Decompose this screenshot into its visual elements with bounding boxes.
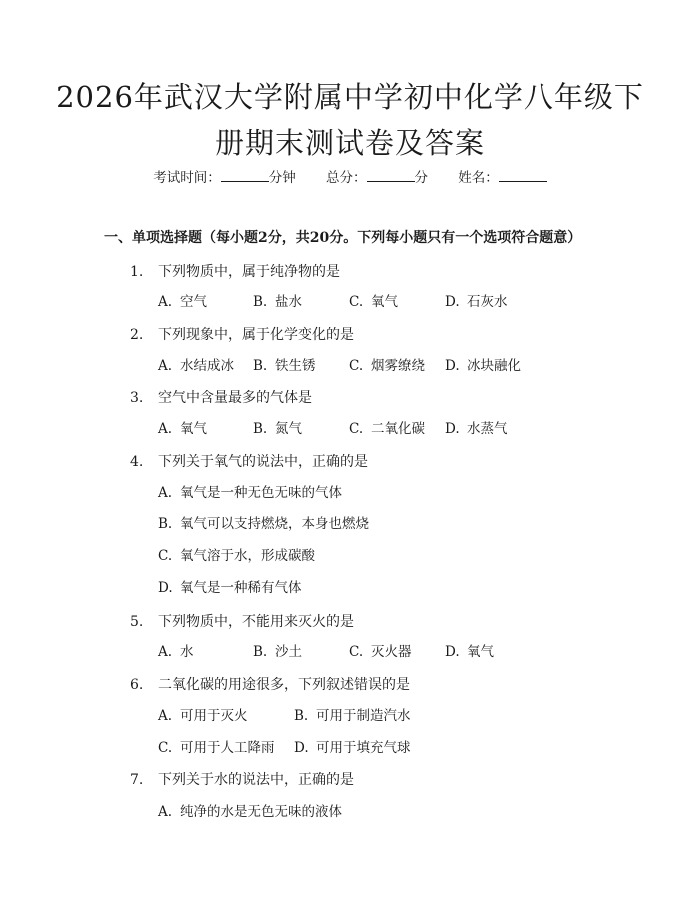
score-unit: 分 xyxy=(414,170,428,186)
option-text: 可用于灭火 xyxy=(180,708,248,724)
option-2c xyxy=(349,356,425,376)
option-letter: C. xyxy=(349,358,364,374)
question-1 xyxy=(130,262,340,282)
question-7 xyxy=(130,770,354,790)
option-letter: A. xyxy=(158,421,173,437)
option-letter: B. xyxy=(253,644,268,660)
option-letter: A. xyxy=(158,708,173,724)
option-text: 可用于制造汽水 xyxy=(316,708,411,724)
option-5a xyxy=(158,642,194,662)
option-letter: A. xyxy=(158,804,173,820)
question-2 xyxy=(130,325,354,345)
option-1a xyxy=(158,292,207,312)
name-blank xyxy=(499,168,547,182)
question-5 xyxy=(130,612,354,632)
option-text: 水结成冰 xyxy=(180,358,234,374)
option-text: 冰块融化 xyxy=(467,358,521,374)
score-label: 总分： xyxy=(326,170,367,186)
option-7a xyxy=(158,802,342,822)
question-number: 5. xyxy=(130,614,144,630)
option-4d xyxy=(158,578,302,598)
option-4a xyxy=(158,483,342,503)
option-text: 氮气 xyxy=(275,421,302,437)
time-unit: 分钟 xyxy=(268,170,296,186)
option-letter: B. xyxy=(253,421,268,437)
option-3c xyxy=(349,419,425,439)
option-text: 沙土 xyxy=(275,644,302,660)
question-6 xyxy=(130,675,410,695)
option-text: 氧气 xyxy=(180,421,207,437)
title-line-2: 册期末测试卷及答案 xyxy=(214,126,485,160)
option-2b xyxy=(253,356,316,376)
option-text: 石灰水 xyxy=(467,294,508,310)
exam-title xyxy=(0,74,700,166)
option-text: 水 xyxy=(180,644,194,660)
option-5b xyxy=(253,642,302,662)
question-text: 下列关于氧气的说法中，正确的是 xyxy=(158,454,368,470)
option-4c xyxy=(158,546,315,566)
name-field xyxy=(458,168,547,188)
question-number: 6. xyxy=(130,677,144,693)
score-field xyxy=(326,168,428,188)
option-letter: C. xyxy=(349,421,364,437)
option-1c xyxy=(349,292,398,312)
option-5d xyxy=(445,642,494,662)
option-text: 二氧化碳 xyxy=(371,421,425,437)
section-heading: 一、单项选择题（每小题2分，共20分。下列每小题只有一个选项符合题意） xyxy=(104,230,582,246)
option-letter: B. xyxy=(158,516,173,532)
question-number: 7. xyxy=(130,772,144,788)
option-letter: B. xyxy=(294,708,309,724)
option-letter: C. xyxy=(349,644,364,660)
option-letter: C. xyxy=(158,548,173,564)
option-text: 氧气 xyxy=(371,294,398,310)
option-text: 盐水 xyxy=(275,294,302,310)
time-label: 考试时间： xyxy=(153,170,221,186)
option-letter: B. xyxy=(253,358,268,374)
option-3d xyxy=(445,419,508,439)
option-letter: B. xyxy=(253,294,268,310)
option-text: 烟雾缭绕 xyxy=(371,358,425,374)
question-number: 2. xyxy=(130,327,144,343)
option-2a xyxy=(158,356,234,376)
option-text: 氧气溶于水，形成碳酸 xyxy=(180,548,315,564)
score-blank xyxy=(367,168,415,182)
question-text: 空气中含量最多的气体是 xyxy=(158,390,312,406)
option-text: 可用于填充气球 xyxy=(316,740,411,756)
option-letter: D. xyxy=(158,580,173,596)
option-text: 水蒸气 xyxy=(467,421,508,437)
option-text: 氧气可以支持燃烧，本身也燃烧 xyxy=(180,516,369,532)
option-3b xyxy=(253,419,302,439)
option-5c xyxy=(349,642,412,662)
option-letter: D. xyxy=(445,644,460,660)
option-1b xyxy=(253,292,302,312)
option-3a xyxy=(158,419,207,439)
option-6a xyxy=(158,706,248,726)
exam-info-row xyxy=(0,168,700,188)
option-2d xyxy=(445,356,521,376)
option-text: 氧气 xyxy=(467,644,494,660)
option-6c xyxy=(158,738,275,758)
option-text: 氧气是一种稀有气体 xyxy=(180,580,302,596)
question-text: 下列现象中，属于化学变化的是 xyxy=(158,327,354,343)
option-1d xyxy=(445,292,508,312)
option-letter: D. xyxy=(294,740,309,756)
question-3 xyxy=(130,388,312,408)
time-field xyxy=(153,168,296,188)
option-letter: D. xyxy=(445,358,460,374)
option-4b xyxy=(158,514,369,534)
name-label: 姓名： xyxy=(458,170,499,186)
option-6d xyxy=(294,738,411,758)
question-text: 二氧化碳的用途很多，下列叙述错误的是 xyxy=(158,677,410,693)
option-text: 铁生锈 xyxy=(275,358,316,374)
option-letter: D. xyxy=(445,421,460,437)
option-letter: D. xyxy=(445,294,460,310)
time-blank xyxy=(221,168,269,182)
question-text: 下列关于水的说法中，正确的是 xyxy=(158,772,354,788)
option-text: 纯净的水是无色无味的液体 xyxy=(180,804,342,820)
question-number: 4. xyxy=(130,454,144,470)
option-text: 可用于人工降雨 xyxy=(180,740,275,756)
option-letter: C. xyxy=(349,294,364,310)
option-text: 氧气是一种无色无味的气体 xyxy=(180,485,342,501)
option-letter: A. xyxy=(158,294,173,310)
option-text: 空气 xyxy=(180,294,207,310)
question-4 xyxy=(130,452,368,472)
question-number: 1. xyxy=(130,264,144,280)
question-text: 下列物质中，属于纯净物的是 xyxy=(158,264,340,280)
option-letter: A. xyxy=(158,358,173,374)
option-letter: A. xyxy=(158,644,173,660)
option-letter: A. xyxy=(158,485,173,501)
question-text: 下列物质中，不能用来灭火的是 xyxy=(158,614,354,630)
option-6b xyxy=(294,706,411,726)
title-line-1: 2026年武汉大学附属中学初中化学八年级下 xyxy=(56,80,644,114)
option-text: 灭火器 xyxy=(371,644,412,660)
question-number: 3. xyxy=(130,390,144,406)
option-letter: C. xyxy=(158,740,173,756)
